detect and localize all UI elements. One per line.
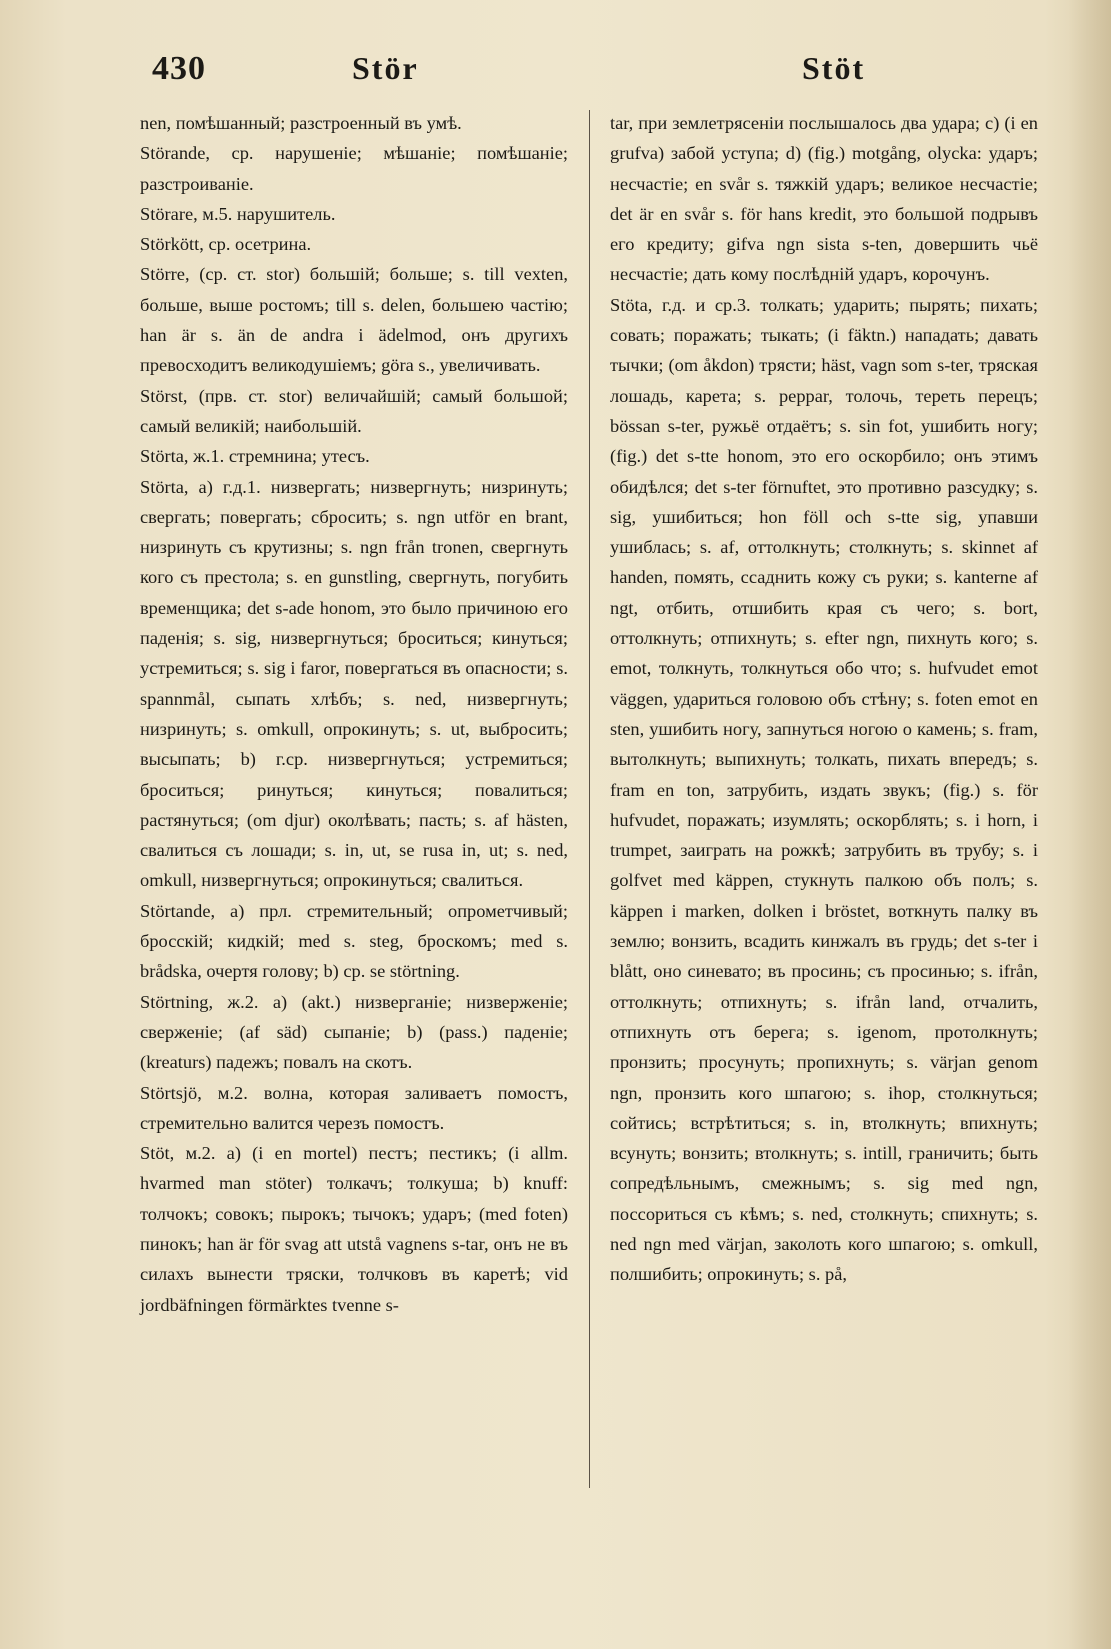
- dictionary-entry: Störta, ж.1. стремнина; утесъ.: [140, 446, 370, 467]
- dictionary-entry: Stöta, г.д. и ср.3. толкать; ударить; пырять; пихать; совать; поражать; тыкать; (i fäktn.) нападать; давать тычки; (om åkdon) трясти; häst, vagn som s-ter, тряская лошадь, карета; s. peppar, толочь, тереть перецъ; bössan s-ter, ружьё отдаётъ; s. sin fot, ушибить ногу; (fig.) det s-tte honom, это его оскорбило; онъ этимъ обидѣлся; det s-ter förnuftet, это противно разсудку; s. sig, ушибиться; hon föll och s-tte sig, упавши ушиблась; s. af, оттолкнуть; столкнуть; s. skinnet af handen, помять, ссаднить кожу съ руки; s. kanterne af ngt, отбить, отшибить края съ чего; s. bort, оттолкнуть; отпихнуть; s. efter ngn, пихнуть кого; s. emot, толкнуть, толкнуться обо что; s. hufvudet emot väggen, удариться головою объ стѣну; s. foten emot en sten, ушибить ногу, запнуться ногою о камень; s. fram, вытолкнуть; выпихнуть; толкать, пихать впередъ; s. fram en ton, затрубить, издать звукъ; (fig.) s. för hufvudet, поражать; изумлять; оскорблять; s. i horn, i trumpet, заиграть на рожкѣ; затрубить въ трубу; s. i golfvet med käppen, стукнуть палкою объ полъ; s. käppen i marken, dolken i bröstet, воткнуть палку въ землю; вонзить, всадить кинжалъ въ грудь; det s-ter i blått, оно синевато; въ просинь; съ просинью; s. ifrån, оттолкнуть; отпихнуть; s. ifrån land, отчалить, отпихнуть отъ берега; s. igenom, протолкнуть; пронзить; просунуть; пропихнуть; s. värjan genom ngn, пронзить кого шпагою; s. ihop, столкнуться; сойтись; встрѣтиться; s. in, втолкнуть; впихнуть; всунуть; вонзить; втолкнуть; s. intill, граничить; быть сопредѣльнымъ, смежнымъ; s. sig med ngn, поссориться съ кѣмъ; s. ned, столкнуть; спихнуть; s. ned ngn med värjan, заколоть кого шпагою; s. omkull, полшибить; опрокинуть; s. på,: [610, 294, 1038, 1285]
- dictionary-entry: Större, (ср. ст. stor) большій; больше; s. till vexten, больше, выше ростомъ; till s. delen, большею частію; han är s. än de andra i ädelmod, онъ другихъ превосходитъ великодушіемъ; göra s., увеличивать.: [140, 264, 568, 376]
- dictionary-entry: Stöt, м.2. a) (i en mortel) пестъ; пестикъ; (i allm. hvarmed man stöter) толкачъ; толкуша; b) knuff: толчокъ; совокъ; пырокъ; тычокъ; ударъ; (med foten) пинокъ; han är för svag att utstå vagnens s-tar, онъ не въ силахъ вынести тряски, толчковъ въ каретѣ; vid jordbäfningen förmärktes tvenne s-: [140, 1143, 568, 1315]
- right-column: [610, 108, 1038, 1290]
- page-edge-shading: [1068, 0, 1111, 1649]
- page-header: [152, 50, 1038, 94]
- dictionary-entry: tar, при землетрясеніи послышалось два удара; c) (i en grufva) забой уступа; d) (fig.) motgång, olycka: ударъ; несчастіе; en svår s. тяжкій ударъ; великое несчастіе; det är en svår s. för hans kredit, это большой подрывъ его кредиту; gifva ngn sista s-ten, довершить чьё несчастіе; дать кому послѣдній ударъ, корочунъ.: [610, 113, 1038, 285]
- dictionary-entry: Störande, ср. нарушеніе; мѣшаніе; помѣшаніе; разстроиваніе.: [140, 143, 568, 194]
- page-number: 430: [152, 50, 206, 87]
- right-running-headword: Stöt: [802, 50, 866, 86]
- dictionary-entry: Störtsjö, м.2. волна, которая заливаетъ помостъ, стремительно валится черезъ помостъ.: [140, 1082, 568, 1133]
- dictionary-entry: Störtande, a) прл. стремительный; опрометчивый; бросскій; кидкій; med s. steg, броскомъ; med s. brådska, очертя голову; b) ср. se störtning.: [140, 900, 568, 982]
- column-divider: [589, 110, 590, 1488]
- left-running-headword: Stör: [352, 50, 419, 86]
- dictionary-entry: Störst, (прв. ст. stor) величайшій; самый большой; самый великій; наибольшій.: [140, 385, 568, 436]
- left-column: [140, 108, 568, 1320]
- dictionary-entry: Störkött, ср. осетрина.: [140, 234, 312, 255]
- dictionary-entry: Störtning, ж.2. a) (akt.) низверганіе; низверженіе; сверженіе; (af säd) сыпаніе; b) (pass.) паденіе; (kreaturs) падежъ; повалъ на скотъ.: [140, 991, 568, 1073]
- dictionary-entry: Störare, м.5. нарушитель.: [140, 203, 336, 224]
- dictionary-entry: Störta, a) г.д.1. низвергать; низвергнуть; низринуть; свергать; повергать; сбросить; s. ngn utför en brant, низринуть съ крутизны; s. ngn från tronen, свергнуть кого съ престола; s. en gunstling, свергнуть, погубить временщика; det s-ade honom, это было причиною его паденія; s. sig, низвергнуться; броситься; кинуться; устремиться; s. sig i faror, повергаться въ опасности; s. spannmål, сыпать хлѣбъ; s. ned, низвергнуть; низринуть; s. omkull, опрокинуть; s. ut, выбросить; высыпать; b) г.ср. низвергнуться; устремиться; броситься; ринуться; кинуться; повалиться; растянуться; (om djur) околѣвать; пасть; s. af hästen, свалиться съ лошади; s. in, ut, se rusa in, ut; s. ned, omkull, низвергнуться; опрокинуться; свалиться.: [140, 476, 568, 891]
- dictionary-entry: nen, помѣшанный; разстроенный въ умѣ.: [140, 113, 462, 133]
